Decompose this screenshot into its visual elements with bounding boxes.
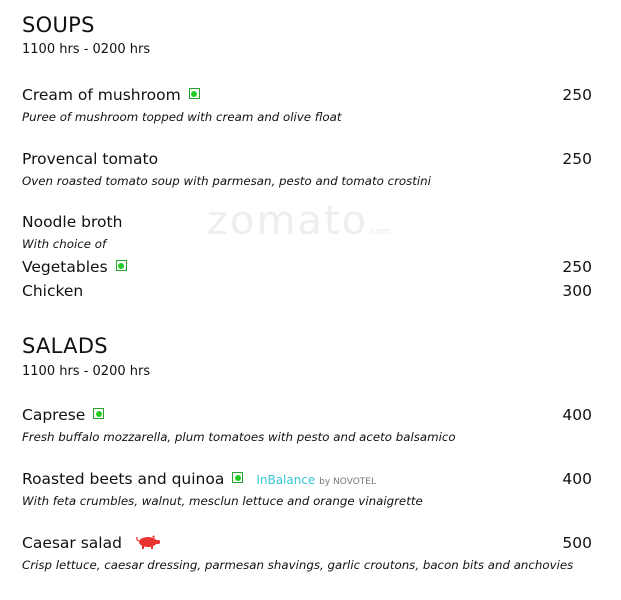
- zomato-watermark: [207, 198, 390, 244]
- item-caesar-salad: [22, 534, 161, 552]
- pig-icon: [135, 535, 161, 549]
- item-name: Chicken: [22, 282, 84, 300]
- soups-hours: 1100 hrs - 0200 hrs: [22, 42, 151, 57]
- item-provencal-tomato: [22, 150, 158, 168]
- item-vegetables: [22, 258, 127, 276]
- soups-title: SOUPS: [22, 13, 95, 37]
- item-description: Crisp lettuce, caesar dressing, parmesan shavings, garlic croutons, bacon bits and anchovies: [22, 558, 574, 572]
- salads-title: SALADS: [22, 334, 108, 358]
- item-price: 300: [562, 282, 592, 300]
- inbalance-badge: [256, 473, 376, 487]
- inbalance-brand: InBalance: [256, 473, 316, 487]
- item-name: Caesar salad: [22, 534, 122, 552]
- item-cream-of-mushroom: [22, 86, 200, 104]
- item-price: 400: [562, 470, 592, 488]
- item-name: Noodle broth: [22, 213, 123, 231]
- item-name: Provencal tomato: [22, 150, 159, 168]
- salads-hours: 1100 hrs - 0200 hrs: [22, 364, 151, 379]
- item-price: 250: [562, 86, 592, 104]
- item-noodle-broth: [22, 213, 122, 231]
- item-price: 250: [562, 258, 592, 276]
- item-description: Oven roasted tomato soup with parmesan, pesto and tomato crostini: [22, 174, 431, 188]
- veg-icon: [93, 408, 104, 419]
- item-chicken: [22, 282, 83, 300]
- item-price: 500: [562, 534, 592, 552]
- item-caprese: [22, 406, 104, 424]
- watermark-suffix: .com: [368, 227, 391, 237]
- inbalance-by: by NOVOTEL: [319, 477, 376, 487]
- item-name: Caprese: [22, 406, 86, 424]
- item-name: Roasted beets and quinoa: [22, 470, 225, 488]
- veg-icon: [116, 260, 127, 271]
- item-description: Puree of mushroom topped with cream and olive float: [22, 110, 342, 124]
- item-description: With feta crumbles, walnut, mesclun lettuce and orange vinaigrette: [22, 494, 423, 508]
- item-description: Fresh buffalo mozzarella, plum tomatoes with pesto and aceto balsamico: [22, 430, 456, 444]
- item-name: Cream of mushroom: [22, 86, 181, 104]
- watermark-main: zomato: [207, 198, 369, 244]
- veg-icon: [232, 472, 243, 483]
- item-description: With choice of: [22, 237, 107, 251]
- veg-icon: [189, 88, 200, 99]
- item-roasted-beets-quinoa: [22, 470, 376, 488]
- item-price: 400: [562, 406, 592, 424]
- item-price: 250: [562, 150, 592, 168]
- item-name: Vegetables: [22, 258, 108, 276]
